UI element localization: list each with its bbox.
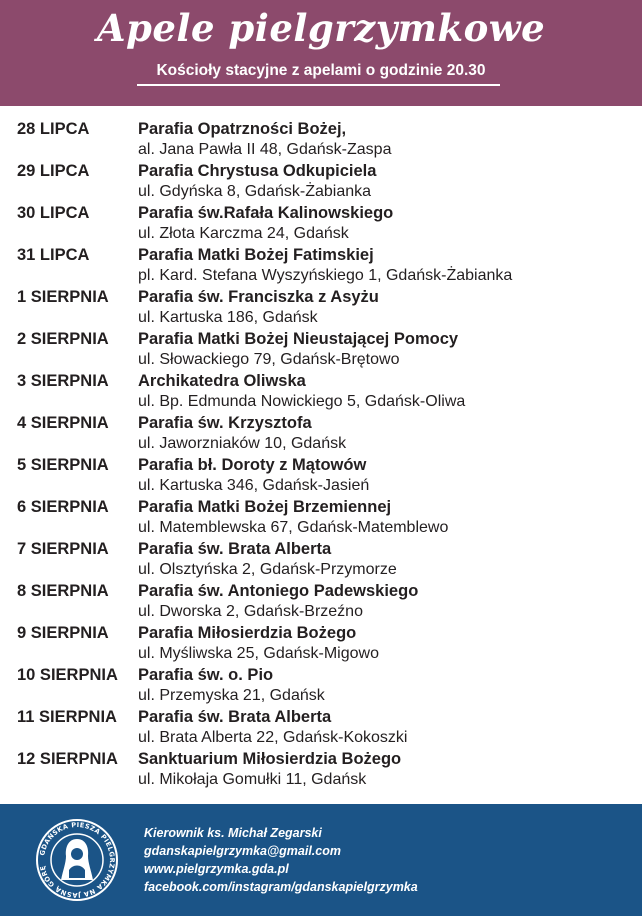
- entry-church-name: Parafia św. Krzysztofa: [138, 414, 312, 432]
- schedule-entry: [0, 538, 642, 580]
- seal-text: GDAŃSKA PIESZA PIELGRZYMKA NA JASNĄ GÓRĘ: [38, 820, 117, 900]
- schedule-entry: [0, 244, 642, 286]
- entry-date: 1 SIERPNIA: [17, 288, 109, 306]
- entry-church-name: Parafia św. Antoniego Padewskiego: [138, 582, 419, 600]
- entry-date: 10 SIERPNIA: [17, 666, 118, 684]
- entry-church-name: Parafia Opatrzności Bożej,: [138, 120, 347, 138]
- entry-date: 5 SIERPNIA: [17, 456, 109, 474]
- schedule-list: [0, 118, 642, 790]
- schedule-entry: [0, 748, 642, 790]
- entry-church-name: Parafia bł. Doroty z Mątowów: [138, 456, 367, 474]
- schedule-entry: [0, 664, 642, 706]
- entry-church-name: Parafia Matki Bożej Fatimskiej: [138, 246, 374, 264]
- entry-address: ul. Słowackiego 79, Gdańsk-Brętowo: [138, 351, 400, 368]
- entry-church-name: Sanktuarium Miłosierdzia Bożego: [138, 750, 402, 768]
- entry-date: 8 SIERPNIA: [17, 582, 109, 600]
- entry-church-name: Parafia św. Brata Alberta: [138, 540, 332, 558]
- entry-address: ul. Myśliwska 25, Gdańsk-Migowo: [138, 645, 379, 662]
- entry-church-name: Parafia św. Franciszka z Asyżu: [138, 288, 379, 306]
- entry-address: ul. Jaworzniaków 10, Gdańsk: [138, 435, 347, 452]
- entry-date: 12 SIERPNIA: [17, 750, 118, 768]
- schedule-entry: [0, 622, 642, 664]
- entry-date: 9 SIERPNIA: [17, 624, 109, 642]
- entry-date: 4 SIERPNIA: [17, 414, 109, 432]
- entry-date: 28 LIPCA: [17, 120, 90, 138]
- schedule-entry: [0, 328, 642, 370]
- pilgrimage-seal-logo: [35, 818, 119, 902]
- subtitle-underline: [137, 84, 500, 86]
- entry-address: ul. Kartuska 346, Gdańsk-Jasień: [138, 477, 370, 494]
- page-subtitle: Kościoły stacyjne z apelami o godzinie 20.30: [156, 62, 486, 79]
- entry-address: ul. Gdyńska 8, Gdańsk-Żabianka: [138, 183, 372, 200]
- leader-text: Kierownik ks. Michał Zegarski: [144, 826, 322, 840]
- schedule-entry: [0, 286, 642, 328]
- entry-address: ul. Kartuska 186, Gdańsk: [138, 309, 318, 326]
- schedule-entry: [0, 202, 642, 244]
- entry-church-name: Parafia św. o. Pio: [138, 666, 274, 684]
- entry-address: ul. Dworska 2, Gdańsk-Brzeźno: [138, 603, 363, 620]
- entry-address: ul. Olsztyńska 2, Gdańsk-Przymorze: [138, 561, 397, 578]
- entry-address: ul. Bp. Edmunda Nowickiego 5, Gdańsk-Oliwa: [138, 393, 466, 410]
- entry-date: 29 LIPCA: [17, 162, 90, 180]
- contact-info: [144, 824, 418, 896]
- entry-address: ul. Złota Karczma 24, Gdańsk: [138, 225, 349, 242]
- entry-church-name: Parafia Miłosierdzia Bożego: [138, 624, 357, 642]
- entry-date: 11 SIERPNIA: [17, 708, 117, 726]
- entry-date: 3 SIERPNIA: [17, 372, 109, 390]
- entry-date: 6 SIERPNIA: [17, 498, 109, 516]
- entry-church-name: Parafia Chrystusa Odkupiciela: [138, 162, 377, 180]
- entry-address: ul. Przemyska 21, Gdańsk: [138, 687, 325, 704]
- header-banner: [0, 0, 642, 106]
- social-link[interactable]: facebook.com/instagram/gdanskapielgrzymka: [144, 880, 418, 894]
- website-link[interactable]: www.pielgrzymka.gda.pl: [144, 862, 289, 876]
- schedule-entry: [0, 412, 642, 454]
- schedule-entry: [0, 706, 642, 748]
- entry-date: 2 SIERPNIA: [17, 330, 109, 348]
- schedule-entry: [0, 370, 642, 412]
- entry-address: ul. Matemblewska 67, Gdańsk-Matemblewo: [138, 519, 449, 536]
- entry-church-name: Parafia Matki Bożej Brzemiennej: [138, 498, 392, 516]
- schedule-entry: [0, 118, 642, 160]
- schedule-entry: [0, 454, 642, 496]
- entry-date: 31 LIPCA: [17, 246, 90, 264]
- entry-date: 30 LIPCA: [17, 204, 90, 222]
- footer-banner: [0, 804, 642, 916]
- entry-church-name: Parafia św.Rafała Kalinowskiego: [138, 204, 394, 222]
- entry-church-name: Parafia Matki Bożej Nieustającej Pomocy: [138, 330, 459, 348]
- entry-address: al. Jana Pawła II 48, Gdańsk-Zaspa: [138, 141, 392, 158]
- entry-address: ul. Brata Alberta 22, Gdańsk-Kokoszki: [138, 729, 408, 746]
- schedule-entry: [0, 580, 642, 622]
- page-title: Apele pielgrzymkowe: [96, 6, 546, 50]
- entry-church-name: Parafia św. Brata Alberta: [138, 708, 332, 726]
- entry-date: 7 SIERPNIA: [17, 540, 109, 558]
- schedule-entry: [0, 160, 642, 202]
- entry-church-name: Archikatedra Oliwska: [138, 372, 306, 390]
- email-link[interactable]: gdanskapielgrzymka@gmail.com: [144, 844, 341, 858]
- entry-address: ul. Mikołaja Gomułki 11, Gdańsk: [138, 771, 367, 788]
- schedule-entry: [0, 496, 642, 538]
- entry-address: pl. Kard. Stefana Wyszyńskiego 1, Gdańsk-Żabianka: [138, 267, 513, 284]
